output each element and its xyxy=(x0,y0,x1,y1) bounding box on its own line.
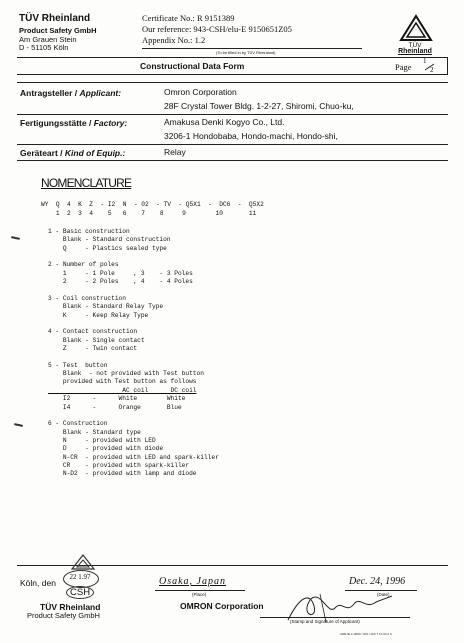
company-stamp: OMRON Corporation xyxy=(180,601,264,611)
our-reference: Our reference: 943-CSH/elu-E 9150651Z05 xyxy=(142,24,292,34)
equipment-label: Geräteart / Kind of Equip.: xyxy=(20,148,126,158)
nomenclature-line: 1 - Basic construction xyxy=(48,228,130,235)
tuv-logo-icon xyxy=(398,14,434,42)
applicant-address: 28F Crystal Tower Bldg. 1-2-27, Shiromi, Chuo-ku, xyxy=(164,101,354,111)
margin-mark xyxy=(11,236,20,240)
org-name: TÜV Rheinland xyxy=(19,13,91,24)
factory-name: Amakusa Denki Kogyo Co., Ltd. xyxy=(164,117,285,127)
nomenclature-line: 1 - 1 Pole , 3 - 3 Poles xyxy=(48,269,193,277)
page-label: Page xyxy=(395,62,412,72)
nomenclature-line: Blank - Standard type xyxy=(48,428,141,436)
stamp-date: 22 1.97 xyxy=(69,573,91,581)
appendix-number: Appendix No.: 1.2 xyxy=(142,35,206,45)
stamp-tuv-product: Product Safety GmbH xyxy=(27,611,100,620)
nomenclature-line xyxy=(48,253,219,261)
org-line-1: Product Safety GmbH xyxy=(19,26,97,35)
koln-date-label: Köln, den xyxy=(20,578,56,588)
date-value: Dec. 24, 1996 xyxy=(349,576,406,587)
nomenclature-line: Blank - not provided with Test button xyxy=(48,370,204,378)
org-line-2: Am Grauen Stein xyxy=(19,35,77,44)
nomenclature-line xyxy=(48,412,219,420)
nomenclature-line: N-D2 - provided with lamp and diode xyxy=(48,470,197,478)
page-total: 2 xyxy=(430,66,434,74)
nomenclature-line xyxy=(48,320,219,328)
nomenclature-line: 6 - Construction xyxy=(48,420,108,428)
logo-rheinland: Rheinland xyxy=(398,48,432,55)
nomenclature-title: NOMENCLATURE xyxy=(41,176,132,190)
nomenclature-line: N-CR - provided with LED and spark-killer xyxy=(48,453,219,461)
nomenclature-line xyxy=(48,353,219,361)
model-code: WY Q 4 K Z - I2 N - 02 - TV - Q5X1 - DC6 - Q5X2 xyxy=(41,201,264,208)
nomenclature-line: 2 - 2 Poles , 4 - 4 Poles xyxy=(48,278,193,286)
nomenclature-line: AC coil DC coil xyxy=(48,386,197,394)
place-value: Osaka, Japan xyxy=(159,576,226,587)
nomenclature-line: Blank - Single contact xyxy=(48,336,145,344)
model-code-index: 1 2 3 4 5 6 7 8 9 10 11 xyxy=(41,210,257,217)
nomenclature-line: N - provided with LED xyxy=(48,436,156,444)
nomenclature-line: 5 - Test button xyxy=(48,361,108,369)
nomenclature-line: Blank - Standard Relay Type xyxy=(48,303,164,311)
date-caption: (Date) xyxy=(377,592,390,597)
stamp-triangle-icon xyxy=(70,553,96,571)
nomenclature-line: K - Keep Relay Type xyxy=(48,311,149,319)
nomenclature-line: 2 - Number of poles xyxy=(48,261,119,269)
org-line-3: D - 51105 Köln xyxy=(19,43,69,52)
certificate-number: Certificate No.: R 9151389 xyxy=(142,13,235,23)
place-caption: (Place) xyxy=(192,592,207,597)
nomenclature-line: Z - Twin contact xyxy=(48,345,138,353)
form-footnote: ARB-IE-F-0080 / 600 / 200 T 10-94 0 S xyxy=(340,632,392,636)
stamp-csh: CSH xyxy=(66,586,94,599)
nomenclature-line: I4 - Orange Blue xyxy=(48,403,182,411)
nomenclature-line: CR - provided with spark-killer xyxy=(48,462,190,470)
applicant-label: Antragsteller / Applicant: xyxy=(20,88,122,98)
factory-label: Fertigungsstätte / Factory: xyxy=(20,118,128,128)
page-number: 1 xyxy=(423,57,427,65)
margin-mark xyxy=(14,423,23,427)
nomenclature-line: Q - Plastics sealed type xyxy=(48,244,167,252)
nomenclature-line: D - provided with diode xyxy=(48,445,164,453)
nomenclature-line: provided with Test button as follows xyxy=(48,378,197,386)
nomenclature-line: 3 - Coil construction xyxy=(48,294,126,302)
nomenclature-line: Blank - Standard construction xyxy=(48,236,171,244)
nomenclature-line: I2 - White White xyxy=(48,395,186,403)
factory-address: 3206-1 Hondobaba, Hondo-machi, Hondo-shi, xyxy=(164,131,338,141)
stamp-tuv: TÜV Rheinland xyxy=(40,602,101,612)
logo-tuv: TÜV xyxy=(408,42,422,49)
nomenclature-line: 4 - Contact construction xyxy=(48,328,138,336)
filled-in-note: (To be filled in by TÜV Rheinland) xyxy=(216,50,276,55)
nomenclature-body xyxy=(48,228,219,479)
form-title: Constructional Data Form xyxy=(140,61,245,71)
nomenclature-line xyxy=(48,287,219,295)
equipment-kind: Relay xyxy=(164,147,186,157)
applicant-name: Omron Corporation xyxy=(164,87,237,97)
signature-caption: (Stamp and Signature of Applicant) xyxy=(290,619,360,624)
